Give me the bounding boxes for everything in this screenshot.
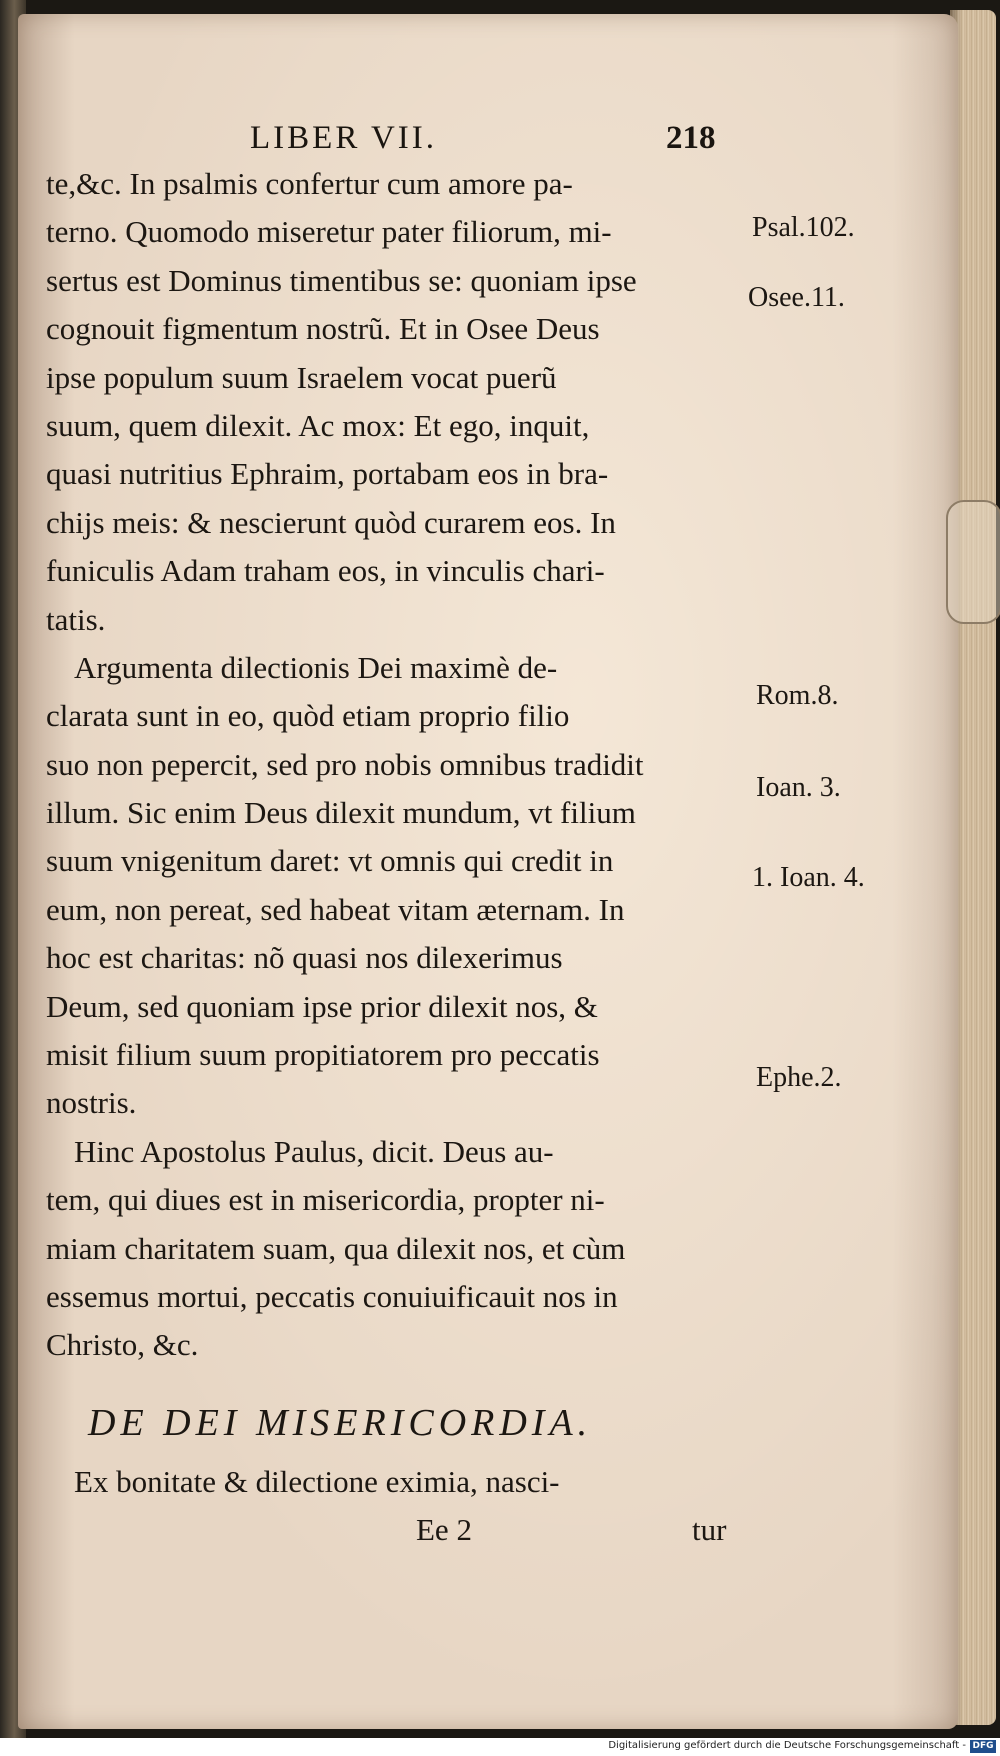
margin-note-osee: Osee.11. (748, 282, 845, 313)
text-line: ipse populum suum Israelem vocat puerũ (46, 359, 557, 395)
text-line: suo non pepercit, sed pro nobis omnibus tradidit (46, 746, 644, 782)
signature-mark: Ee 2 (416, 1512, 472, 1548)
folio-number: 218 (666, 120, 716, 156)
text-line: tatis. (46, 601, 106, 637)
text-line: suum vnigenitum daret: vt omnis qui credit in (46, 843, 614, 879)
dfg-logo: DFG (970, 1740, 996, 1753)
margin-note-ioan4: 1. Ioan. 4. (752, 862, 865, 893)
text-line: Christo, &c. (46, 1327, 199, 1363)
text-line: sertus est Dominus timentibus se: quoniam ipse (46, 262, 637, 298)
running-header (240, 120, 740, 160)
margin-note-psal: Psal.102. (752, 212, 855, 243)
margin-note-ioan3: Ioan. 3. (756, 772, 841, 803)
section-heading: DE DEI MISERICORDIA. (88, 1401, 593, 1444)
page-clip (946, 500, 1000, 624)
text-line: illum. Sic enim Deus dilexit mundum, vt filium (46, 795, 636, 831)
text-line: chijs meis: & nescierunt quòd curarem eos. In (46, 504, 616, 540)
text-line: quasi nutritius Ephraim, portabam eos in bra- (46, 456, 609, 492)
text-line: misit filium suum propitiatorem pro peccatis (46, 1037, 600, 1073)
credit-text: Digitalisierung gefördert durch die Deutsche Forschungsgemeinschaft - (608, 1740, 966, 1751)
text-line: eum, non pereat, sed habeat vitam æternam. In (46, 891, 625, 927)
text-line: miam charitatem suam, qua dilexit nos, et cùm (46, 1230, 626, 1266)
text-line: cognouit figmentum nostrũ. Et in Osee Deus (46, 311, 600, 347)
credit-bar (0, 1738, 1000, 1756)
running-title: LIBER VII. (250, 120, 438, 156)
catchword: tur (692, 1512, 727, 1548)
text-line: terno. Quomodo miseretur pater filiorum, mi- (46, 214, 612, 250)
margin-note-rom: Rom.8. (756, 680, 839, 711)
text-line: Argumenta dilectionis Dei maximè de- (74, 649, 558, 685)
text-line: suum, quem dilexit. Ac mox: Et ego, inquit, (46, 407, 590, 443)
text-line: tem, qui diues est in misericordia, propter ni- (46, 1182, 605, 1218)
text-line: Deum, sed quoniam ipse prior dilexit nos, & (46, 988, 598, 1024)
text-line: Ex bonitate & dilectione eximia, nasci- (74, 1463, 560, 1499)
margin-note-ephe: Ephe.2. (756, 1062, 842, 1093)
text-line: hoc est charitas: nõ quasi nos dilexerimus (46, 940, 563, 976)
text-line: funiculis Adam traham eos, in vinculis chari- (46, 553, 605, 589)
text-line: clarata sunt in eo, quòd etiam proprio filio (46, 698, 570, 734)
text-line: essemus mortui, peccatis conuiuificauit nos in (46, 1278, 618, 1314)
text-line: nostris. (46, 1085, 137, 1121)
signature-line (46, 1506, 756, 1554)
text-line: te,&c. In psalmis confertur cum amore pa- (46, 166, 573, 201)
text-block (46, 160, 756, 1554)
text-line: Hinc Apostolus Paulus, dicit. Deus au- (74, 1133, 554, 1169)
